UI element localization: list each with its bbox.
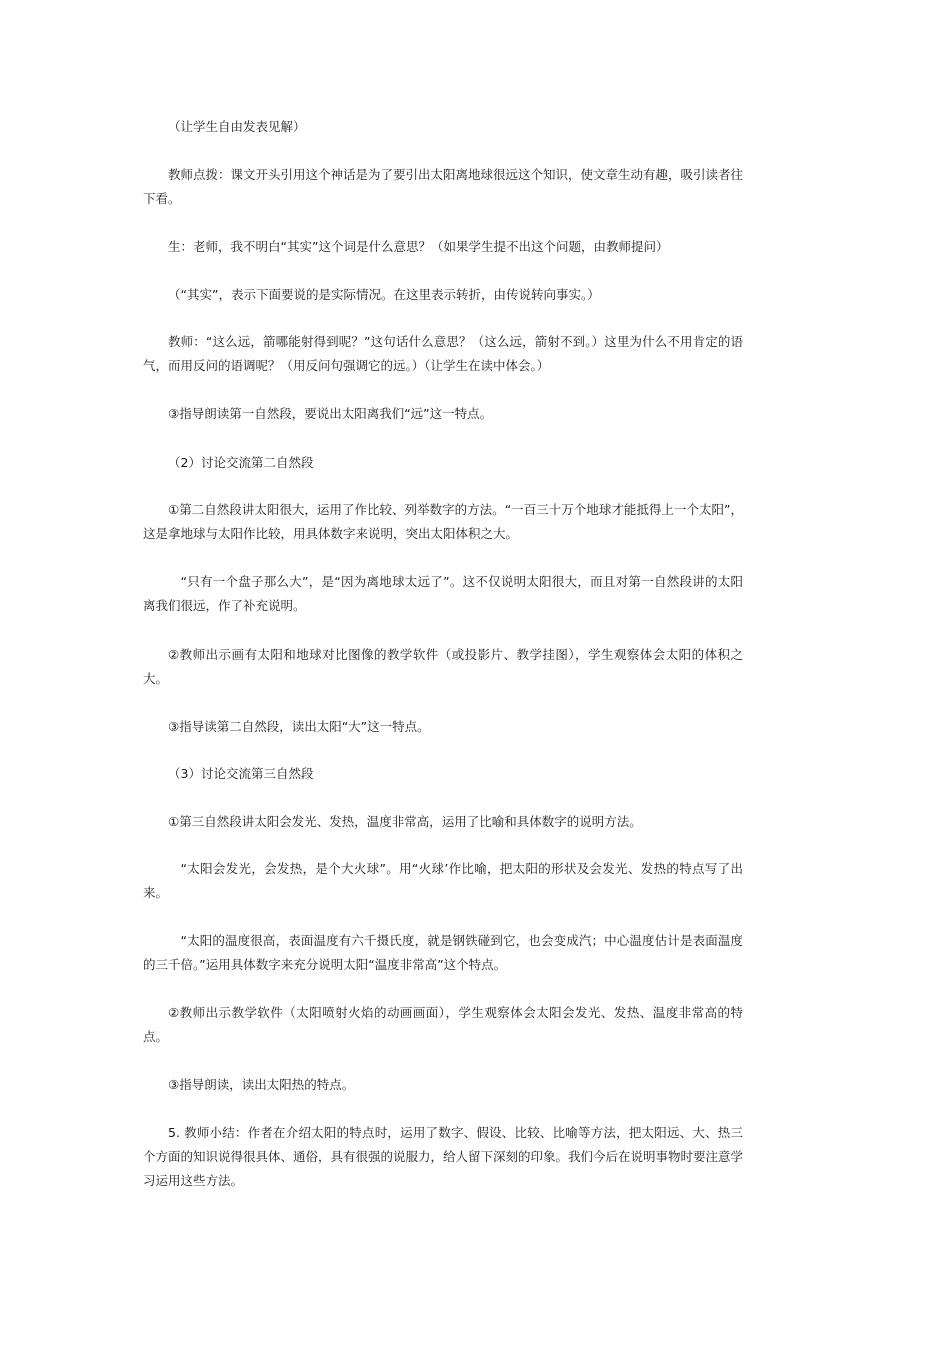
paragraph-third-metaphor: ①第三自然段讲太阳会发光、发热，温度非常高，运用了比喻和具体数字的说明方法。 [168, 814, 642, 829]
paragraph-temperature: “太阳的温度很高，表面温度有六千摄氏度，就是钢铁碰到它，也会变成汽；中心温度估计是表面温度的三千倍。”运用具体数字来充分说明太阳“温度非常高”这个特点。 [143, 933, 743, 972]
paragraph-plate-size: “只有一个盘子那么大”，是“因为离地球太远了”。这不仅说明太阳很大，而且对第一自然段讲的太阳离我们很远，作了补充说明。 [143, 574, 743, 613]
paragraph-second-comparison: ①第二自然段讲太阳很大，运用了作比较、列举数字的方法。“一百三十万个地球才能抵得上一个太阳”，这是拿地球与太阳作比较，用具体数字来说明，突出太阳体积之大。 [143, 502, 743, 541]
paragraph-read-heat: ③指导朗读，读出太阳热的特点。 [168, 1077, 355, 1092]
section-heading-second: （2）讨论交流第二自然段 [168, 455, 314, 470]
section-heading-third: （3）讨论交流第三自然段 [168, 766, 314, 781]
paragraph-fireball: “太阳会发光，会发热，是个大火球”。用“火球’作比喻，把太阳的形状及会发光、发热的特点写了出来。 [143, 861, 743, 900]
paragraph-read-second: ③指导读第二自然段，读出太阳“大”这一特点。 [168, 719, 430, 734]
paragraph-software-compare: ②教师出示画有太阳和地球对比图像的教学软件（或投影片、教学挂图），学生观察体会太阳的体积之大。 [143, 647, 743, 686]
paragraph-teacher-rhetorical: 教师：“这么远，箭哪能射得到呢？”这句话什么意思？（这么远，箭射不到。）这里为什么不用肯定的语气，而用反问的语调呢？（用反问句强调它的远。）（让学生在读中体会。） [143, 334, 743, 373]
paragraph-teacher-summary: 5. 教师小结：作者在介绍太阳的特点时，运用了数字、假设、比较、比喻等方法，把太阳远、大、热三个方面的知识说得很具体、通俗，具有很强的说服力，给人留下深刻的印象。我们今后在说明事物时要注意学习运用这些方法。 [143, 1125, 744, 1188]
paragraph-qishi-explanation: （“其实”，表示下面要说的是实际情况。在这里表示转折，由传说转向事实。） [168, 287, 600, 302]
paragraph-student-question: 生：老师，我不明白“其实”这个词是什么意思？（如果学生提不出这个问题，由教师提问） [168, 239, 669, 254]
paragraph-software-flame: ②教师出示教学软件（太阳喷射火焰的动画画面），学生观察体会太阳会发光、发热、温度非常高的特点。 [143, 1005, 743, 1044]
paragraph-read-first: ③指导朗读第一自然段，要说出太阳离我们“远”这一特点。 [168, 406, 493, 421]
paragraph-teacher-guidance: 教师点拨：课文开头引用这个神话是为了要引出太阳离地球很远这个知识，使文章生动有趣，吸引读者往下看。 [143, 167, 744, 206]
paragraph-student-views: （让学生自由发表见解） [168, 119, 306, 134]
